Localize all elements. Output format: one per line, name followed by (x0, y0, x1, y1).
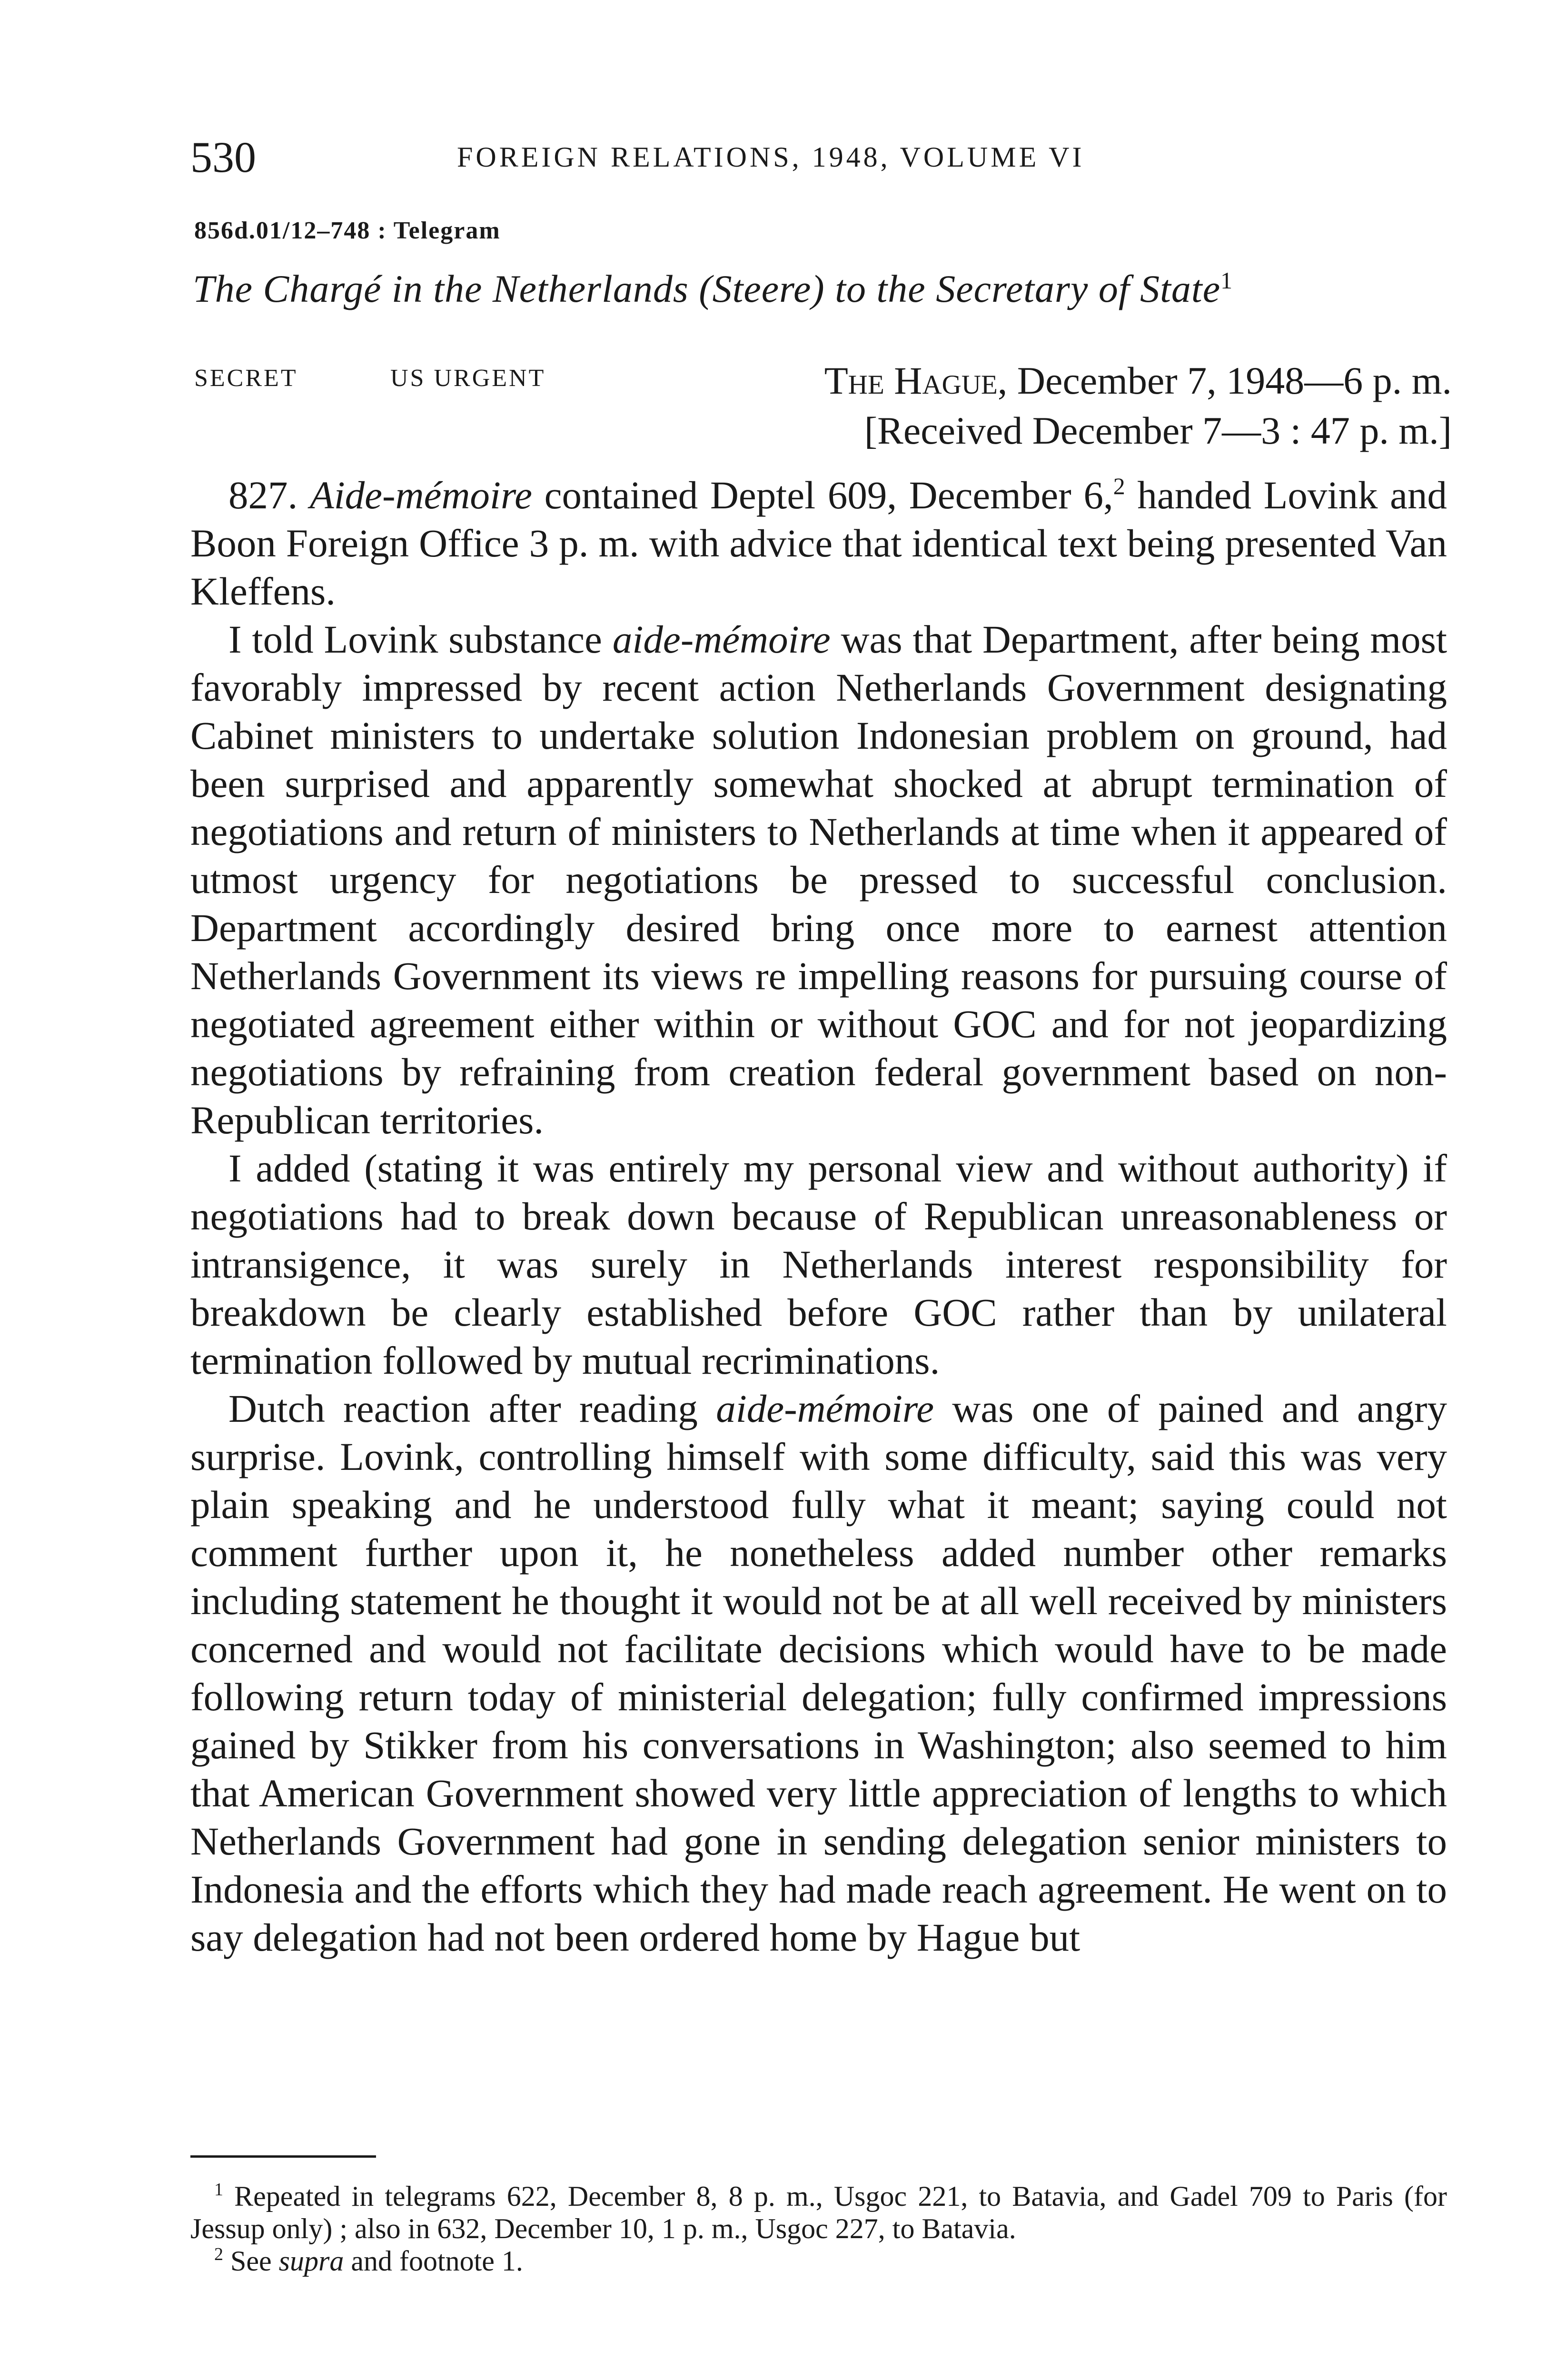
document-title (193, 267, 1233, 311)
paragraph (190, 1144, 1447, 1385)
document-title-text: The Chargé in the Netherlands (Steere) to the Secretary of State (193, 267, 1221, 310)
dateline (740, 357, 1452, 405)
urgency-label: US URGENT (390, 365, 546, 392)
paragraph-text: Dutch reaction after reading (228, 1387, 716, 1430)
dateline-place: The Hague (824, 359, 998, 402)
dateline-date: , December 7, 1948—6 p. m. (997, 359, 1452, 402)
running-head (190, 129, 1442, 186)
paragraph-text: contained Deptel 609, December 6, (532, 473, 1113, 517)
italic-term: supra (278, 2245, 344, 2277)
paragraph (190, 1385, 1447, 1962)
paragraph (190, 471, 1447, 615)
classification-label: SECRET (194, 365, 298, 392)
footnote-marker: 2 (214, 2244, 223, 2264)
footnote (190, 2180, 1447, 2245)
footnote-marker: 1 (214, 2180, 223, 2200)
footnote-divider (190, 2155, 376, 2158)
page-number: 530 (190, 133, 256, 181)
paragraph-text: handed Lovink and Boon Foreign Office 3 p. m. with advice that identical text being presented Van Kleffens. (190, 473, 1447, 613)
footnote (190, 2245, 1447, 2277)
footnote-text: See (223, 2245, 279, 2277)
italic-term: Aide-mémoire (309, 473, 532, 517)
body-text (190, 471, 1447, 1962)
paragraph (190, 615, 1447, 1144)
paragraph-text: I added (stating it was entirely my personal view and without authority) if negotiations had to break down because of Republican unreasonableness or intransigence, it was surely in Netherlands interest responsibility for breakdown be clearly established before GOC rather than by unilateral termination followed by mutual recriminations. (190, 1146, 1447, 1382)
footnote-text: and footnote 1. (344, 2245, 523, 2277)
footnotes (190, 2180, 1447, 2277)
footnote-marker: 1 (1220, 267, 1233, 294)
italic-term: aide-mémoire (716, 1387, 934, 1430)
italic-term: aide-mémoire (612, 617, 831, 661)
received-line: [Received December 7—3 : 47 p. m.] (864, 409, 1452, 452)
running-title: FOREIGN RELATIONS, 1948, VOLUME VI (457, 141, 1085, 173)
footnote-marker: 2 (1113, 473, 1125, 499)
paragraph-text: was one of pained and angry surprise. Lovink, controlling himself with some difficulty, said this was very plain speaking and he understood fully what it meant; saying could not comment further upon it, he nonetheless added number other remarks including statement he thought it would not be at all well received by ministers concerned and would not facilitate decisions which would have to be made following return today of ministerial delegation; fully confirmed impressions gained by Stikker from his conversations in Washington; also seemed to him that American Government showed very little appreciation of lengths to which Netherlands Government had gone in sending delegation senior ministers to Indonesia and the efforts which they had made reach agreement. He went on to say delegation had not been ordered home by Hague but (190, 1387, 1447, 1959)
telegram-number: 827. (228, 473, 298, 517)
paragraph-text: I told Lovink substance (228, 617, 613, 661)
paragraph-text: was that Department, after being most favorably impressed by recent action Netherlands Government designating Cabinet ministers to undertake solution Indonesian problem on ground, had been surprised and apparently somewhat shocked at abrupt termination of negotiations and return of ministers to Netherlands at time when it appeared of utmost urgency for negotiations be pressed to successful conclusion. Department accordingly desired bring once more to earnest attention Netherlands Government its views re impelling reasons for pursuing course of negotiated agreement either within or without GOC and for not jeopardizing negotiations by refraining from creation federal government based on non-Republican territories. (190, 617, 1447, 1142)
footnote-text: Repeated in telegrams 622, December 8, 8 p. m., Usgoc 221, to Batavia, and Gadel 709 to Paris (for Jessup only) ; also in 632, December 10, 1 p. m., Usgoc 227, to Batavia. (190, 2181, 1447, 2244)
file-reference: 856d.01/12–748 : Telegram (194, 217, 501, 244)
